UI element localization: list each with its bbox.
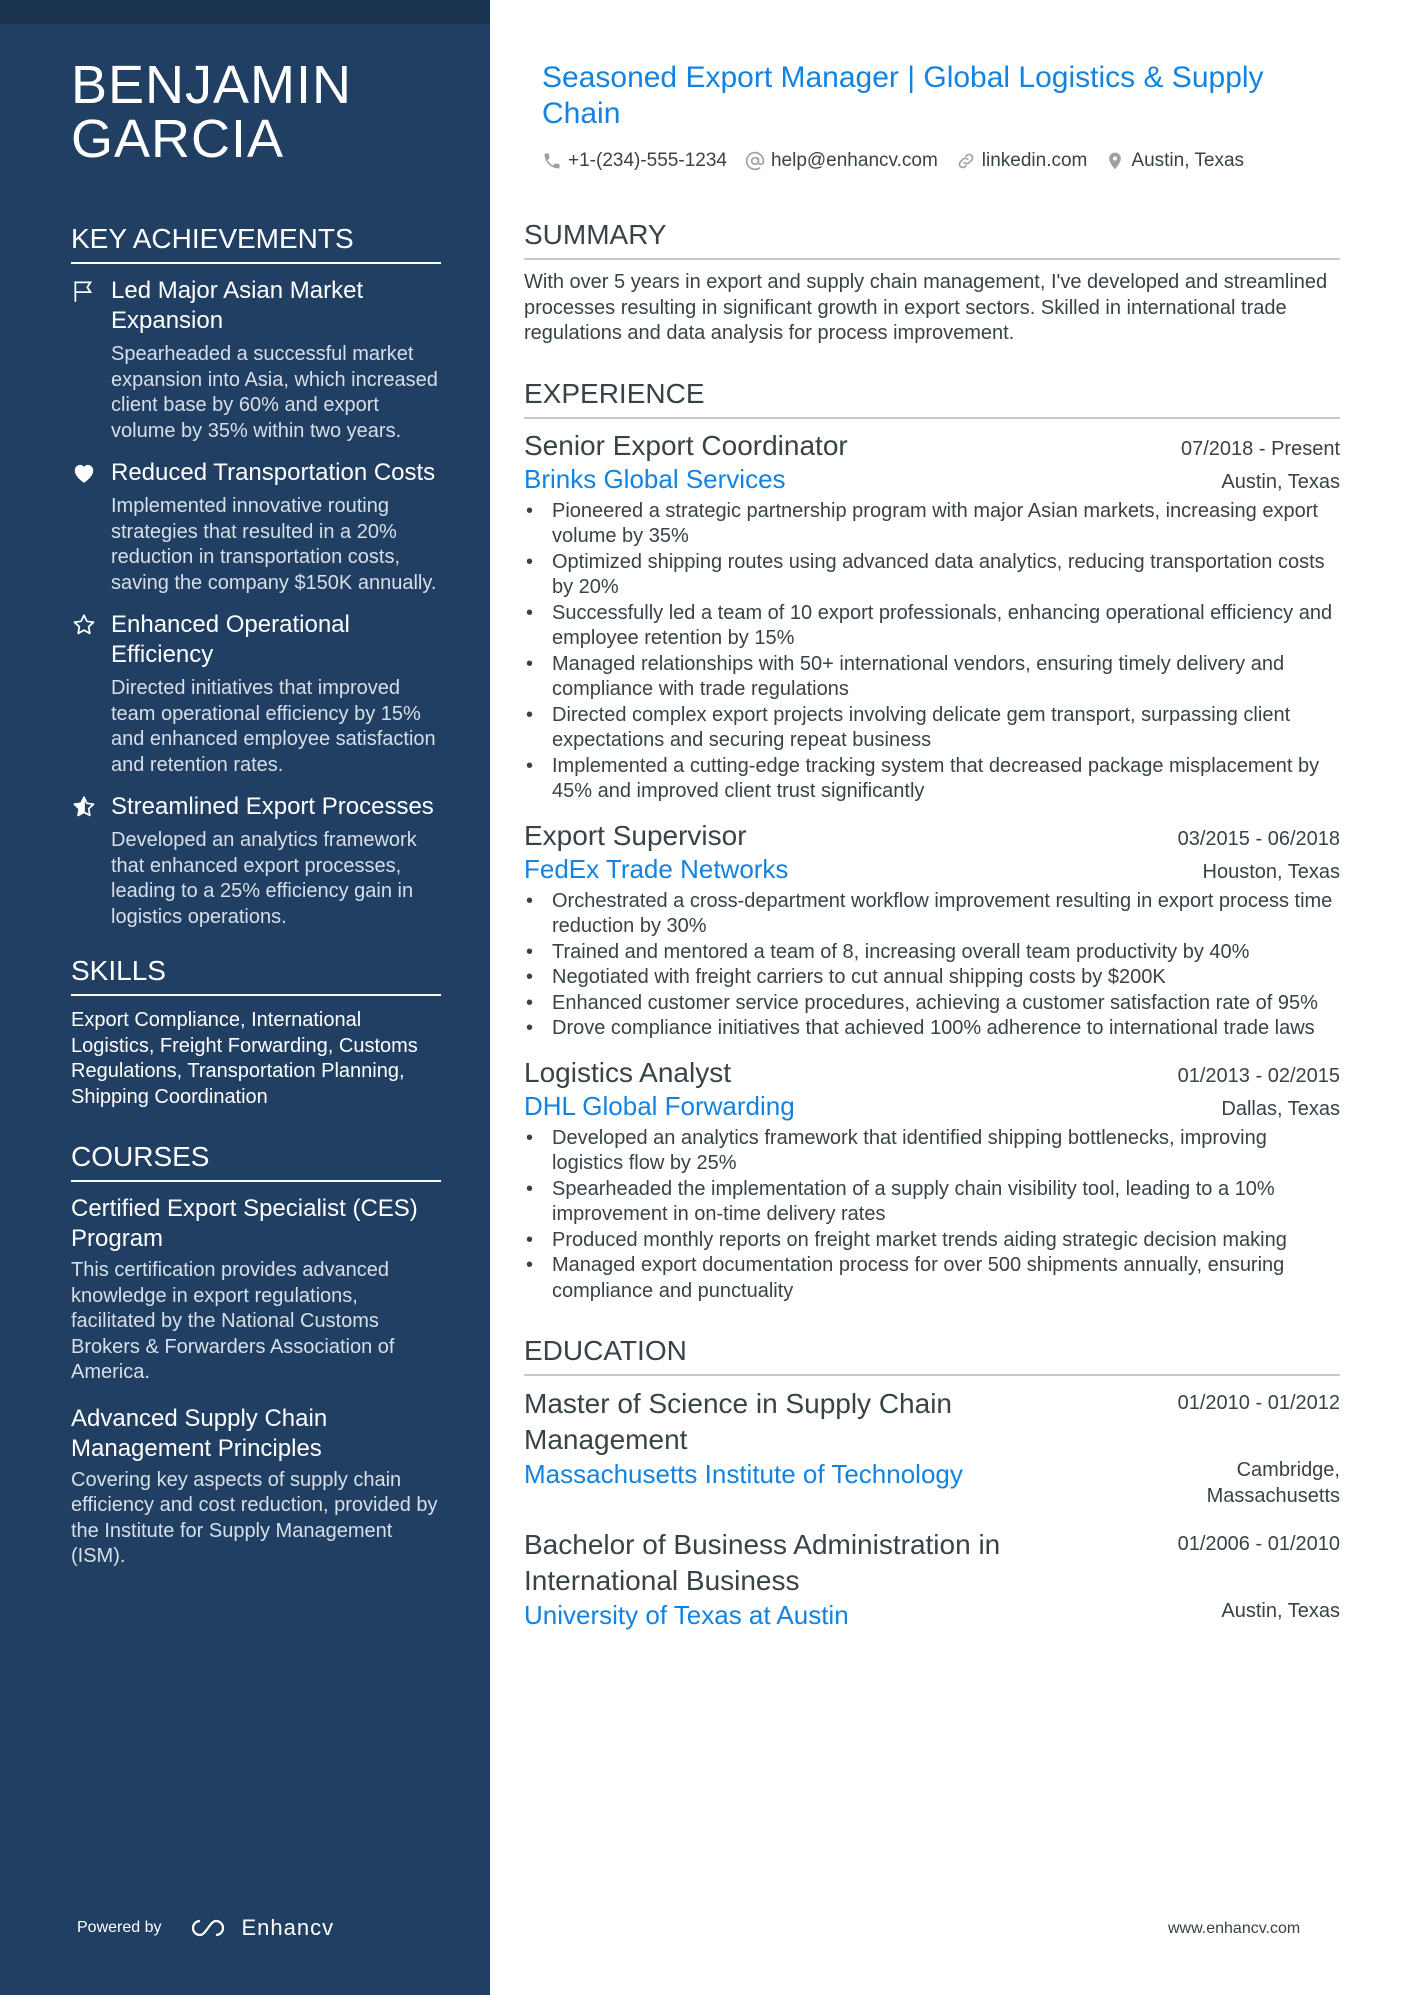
contact-website[interactable] xyxy=(956,150,1088,172)
skills-list: Export Compliance, International Logistics, Freight Forwarding, Customs Regulations, Transportation Planning, Shipping Coordination xyxy=(71,1009,418,1108)
degree-title: Master of Science in Supply Chain Management xyxy=(524,1388,952,1455)
phone-icon xyxy=(542,151,562,171)
job-title: Logistics Analyst xyxy=(524,1056,731,1088)
skills-heading: SKILLS xyxy=(71,954,441,996)
bullet-item: • Managed relationships with 50+ international vendors, ensuring timely delivery and compliance with trade regulations xyxy=(524,652,1340,703)
education-location xyxy=(1221,1599,1340,1625)
star-outline-icon xyxy=(71,612,99,640)
sidebar-content xyxy=(71,55,441,1588)
last-name: GARCIA xyxy=(71,109,285,169)
job-title: Senior Export Coordinator xyxy=(524,429,848,461)
star-half-icon xyxy=(71,794,99,822)
achievement-item xyxy=(71,792,441,930)
course-desc: Covering key aspects of supply chain efficiency and cost reduction, provided by the Institute for Supply Management (ISM). xyxy=(71,1468,438,1567)
education-location-line: Massachusetts xyxy=(1206,1484,1340,1507)
job-date: 07/2018 - Present xyxy=(1181,437,1340,460)
sidebar-top-bar xyxy=(0,0,490,24)
first-name: BENJAMIN xyxy=(71,55,353,115)
bullet-item: • Successfully led a team of 10 export professionals, enhancing operational efficiency and employee retention by 15% xyxy=(524,601,1340,652)
bullet-item: • Produced monthly reports on freight market trends aiding strategic decision making xyxy=(524,1228,1340,1254)
education-entry xyxy=(524,1386,1340,1509)
sidebar xyxy=(0,0,490,1995)
job-date: 01/2013 - 02/2015 xyxy=(1177,1064,1340,1087)
job-company: DHL Global Forwarding xyxy=(524,1090,795,1121)
headline: Seasoned Export Manager | Global Logistics & Supply Chain xyxy=(542,61,1264,130)
email-text: help@enhancv.com xyxy=(770,150,938,171)
enhancv-brand-name: Enhancv xyxy=(241,1915,335,1940)
bullet-item: • Optimized shipping routes using advanced data analytics, reducing transportation costs by 20% xyxy=(524,550,1340,601)
location-text: Austin, Texas xyxy=(1131,150,1245,171)
link-icon xyxy=(956,151,976,171)
job-entry xyxy=(524,819,1340,1042)
contact-email[interactable] xyxy=(745,150,938,172)
heart-icon xyxy=(71,460,99,488)
footer-url[interactable]: www.enhancv.com xyxy=(1168,1920,1301,1937)
course-desc: This certification provides advanced knowledge in export regulations, facilitated by the National Customs Brokers & Forwarders Association of America. xyxy=(71,1259,395,1383)
education-location-line: Austin, Texas xyxy=(1221,1600,1340,1622)
job-title: Export Supervisor xyxy=(524,819,747,851)
job-company: Brinks Global Services xyxy=(524,463,786,494)
education-location-line: Cambridge, xyxy=(1236,1459,1340,1481)
phone-text: +1-(234)-555-1234 xyxy=(568,150,727,171)
course-item xyxy=(71,1194,441,1386)
summary-heading: SUMMARY xyxy=(524,218,1340,260)
powered-by xyxy=(77,1915,334,1941)
at-icon xyxy=(745,151,765,171)
contact-location xyxy=(1105,150,1244,172)
job-location: Austin, Texas xyxy=(1221,470,1340,493)
courses-heading: COURSES xyxy=(71,1140,441,1182)
job-bullets xyxy=(524,889,1340,1042)
school-name: University of Texas at Austin xyxy=(524,1600,849,1630)
bullet-item: • Trained and mentored a team of 8, increasing overall team productivity by 40% xyxy=(524,940,1340,966)
course-item xyxy=(71,1404,441,1570)
job-date: 03/2015 - 06/2018 xyxy=(1177,827,1340,850)
bullet-item: • Orchestrated a cross-department workflow improvement resulting in export process time reduction by 30% xyxy=(524,889,1340,940)
education-date: 01/2006 - 01/2010 xyxy=(1177,1533,1340,1555)
achievement-title: Enhanced Operational Efficiency xyxy=(111,611,350,668)
summary-text: With over 5 years in export and supply chain management, I've developed and streamlined processes resulting in significant growth in export sectors. Skilled in international trade regulations and data analysis for process improvement. xyxy=(524,271,1328,344)
achievement-title: Reduced Transportation Costs xyxy=(111,459,436,486)
achievement-item xyxy=(71,276,441,444)
job-company: FedEx Trade Networks xyxy=(524,853,789,884)
bullet-item: • Enhanced customer service procedures, achieving a customer satisfaction rate of 95% xyxy=(524,991,1340,1017)
main-content xyxy=(524,60,1340,1649)
education-entry xyxy=(524,1527,1340,1631)
achievement-desc: Developed an analytics framework that enhanced export processes, leading to a 25% efficiency gain in logistics operations. xyxy=(111,829,417,928)
job-entry xyxy=(524,1056,1340,1305)
bullet-item: • Negotiated with freight carriers to cut annual shipping costs by $200K xyxy=(524,965,1340,991)
bullet-item: • Pioneered a strategic partnership program with major Asian markets, increasing export volume by 35% xyxy=(524,499,1340,550)
job-entry xyxy=(524,429,1340,805)
achievement-item xyxy=(71,458,441,596)
degree-title: Bachelor of Business Administration in International Business xyxy=(524,1529,1001,1596)
achievement-item xyxy=(71,610,441,778)
enhancv-logo-icon xyxy=(188,1916,234,1940)
bullet-item: • Directed complex export projects involving delicate gem transport, surpassing client expectations and securing repeat business xyxy=(524,703,1340,754)
achievement-desc: Spearheaded a successful market expansion into Asia, which increased client base by 60% and export volume by 35% within two years. xyxy=(111,343,438,442)
powered-by-label: Powered by xyxy=(77,1919,162,1936)
achievement-desc: Directed initiatives that improved team operational efficiency by 15% and enhanced employee satisfaction and retention rates. xyxy=(111,677,436,776)
bullet-item: • Spearheaded the implementation of a supply chain visibility tool, leading to a 10% improvement in on-time delivery rates xyxy=(524,1177,1340,1228)
course-title: Certified Export Specialist (CES) Program xyxy=(71,1195,418,1252)
course-title: Advanced Supply Chain Management Principles xyxy=(71,1404,328,1462)
achievements-heading: KEY ACHIEVEMENTS xyxy=(71,222,441,264)
bullet-item: • Drove compliance initiatives that achieved 100% adherence to international trade laws xyxy=(524,1016,1340,1042)
education-heading: EDUCATION xyxy=(524,1334,1340,1376)
experience-heading: EXPERIENCE xyxy=(524,377,1340,419)
bullet-item: • Implemented a cutting-edge tracking system that decreased package misplacement by 45% and improved client trust significantly xyxy=(524,754,1340,805)
bullet-item: • Managed export documentation process for over 500 shipments annually, ensuring compliance and punctuality xyxy=(524,1253,1340,1304)
job-bullets xyxy=(524,499,1340,805)
achievement-desc: Implemented innovative routing strategies that resulted in a 20% reduction in transportation costs, saving the company $150K annually. xyxy=(111,495,437,594)
achievement-title: Led Major Asian Market Expansion xyxy=(111,277,364,334)
enhancv-logo[interactable] xyxy=(188,1915,335,1941)
location-pin-icon xyxy=(1105,151,1125,171)
education-date: 01/2010 - 01/2012 xyxy=(1177,1392,1340,1414)
job-location: Houston, Texas xyxy=(1202,860,1340,883)
flag-icon xyxy=(71,278,99,306)
website-text: linkedin.com xyxy=(981,150,1088,171)
achievement-title: Streamlined Export Processes xyxy=(111,793,434,820)
education-location xyxy=(1207,1458,1340,1509)
job-location: Dallas, Texas xyxy=(1221,1097,1340,1120)
job-bullets xyxy=(524,1126,1340,1305)
contact-phone[interactable] xyxy=(542,150,727,172)
bullet-item: • Developed an analytics framework that identified shipping bottlenecks, improving logistics flow by 25% xyxy=(524,1126,1340,1177)
candidate-name xyxy=(71,55,441,169)
contact-bar xyxy=(542,150,1340,172)
school-name: Massachusetts Institute of Technology xyxy=(524,1459,963,1489)
